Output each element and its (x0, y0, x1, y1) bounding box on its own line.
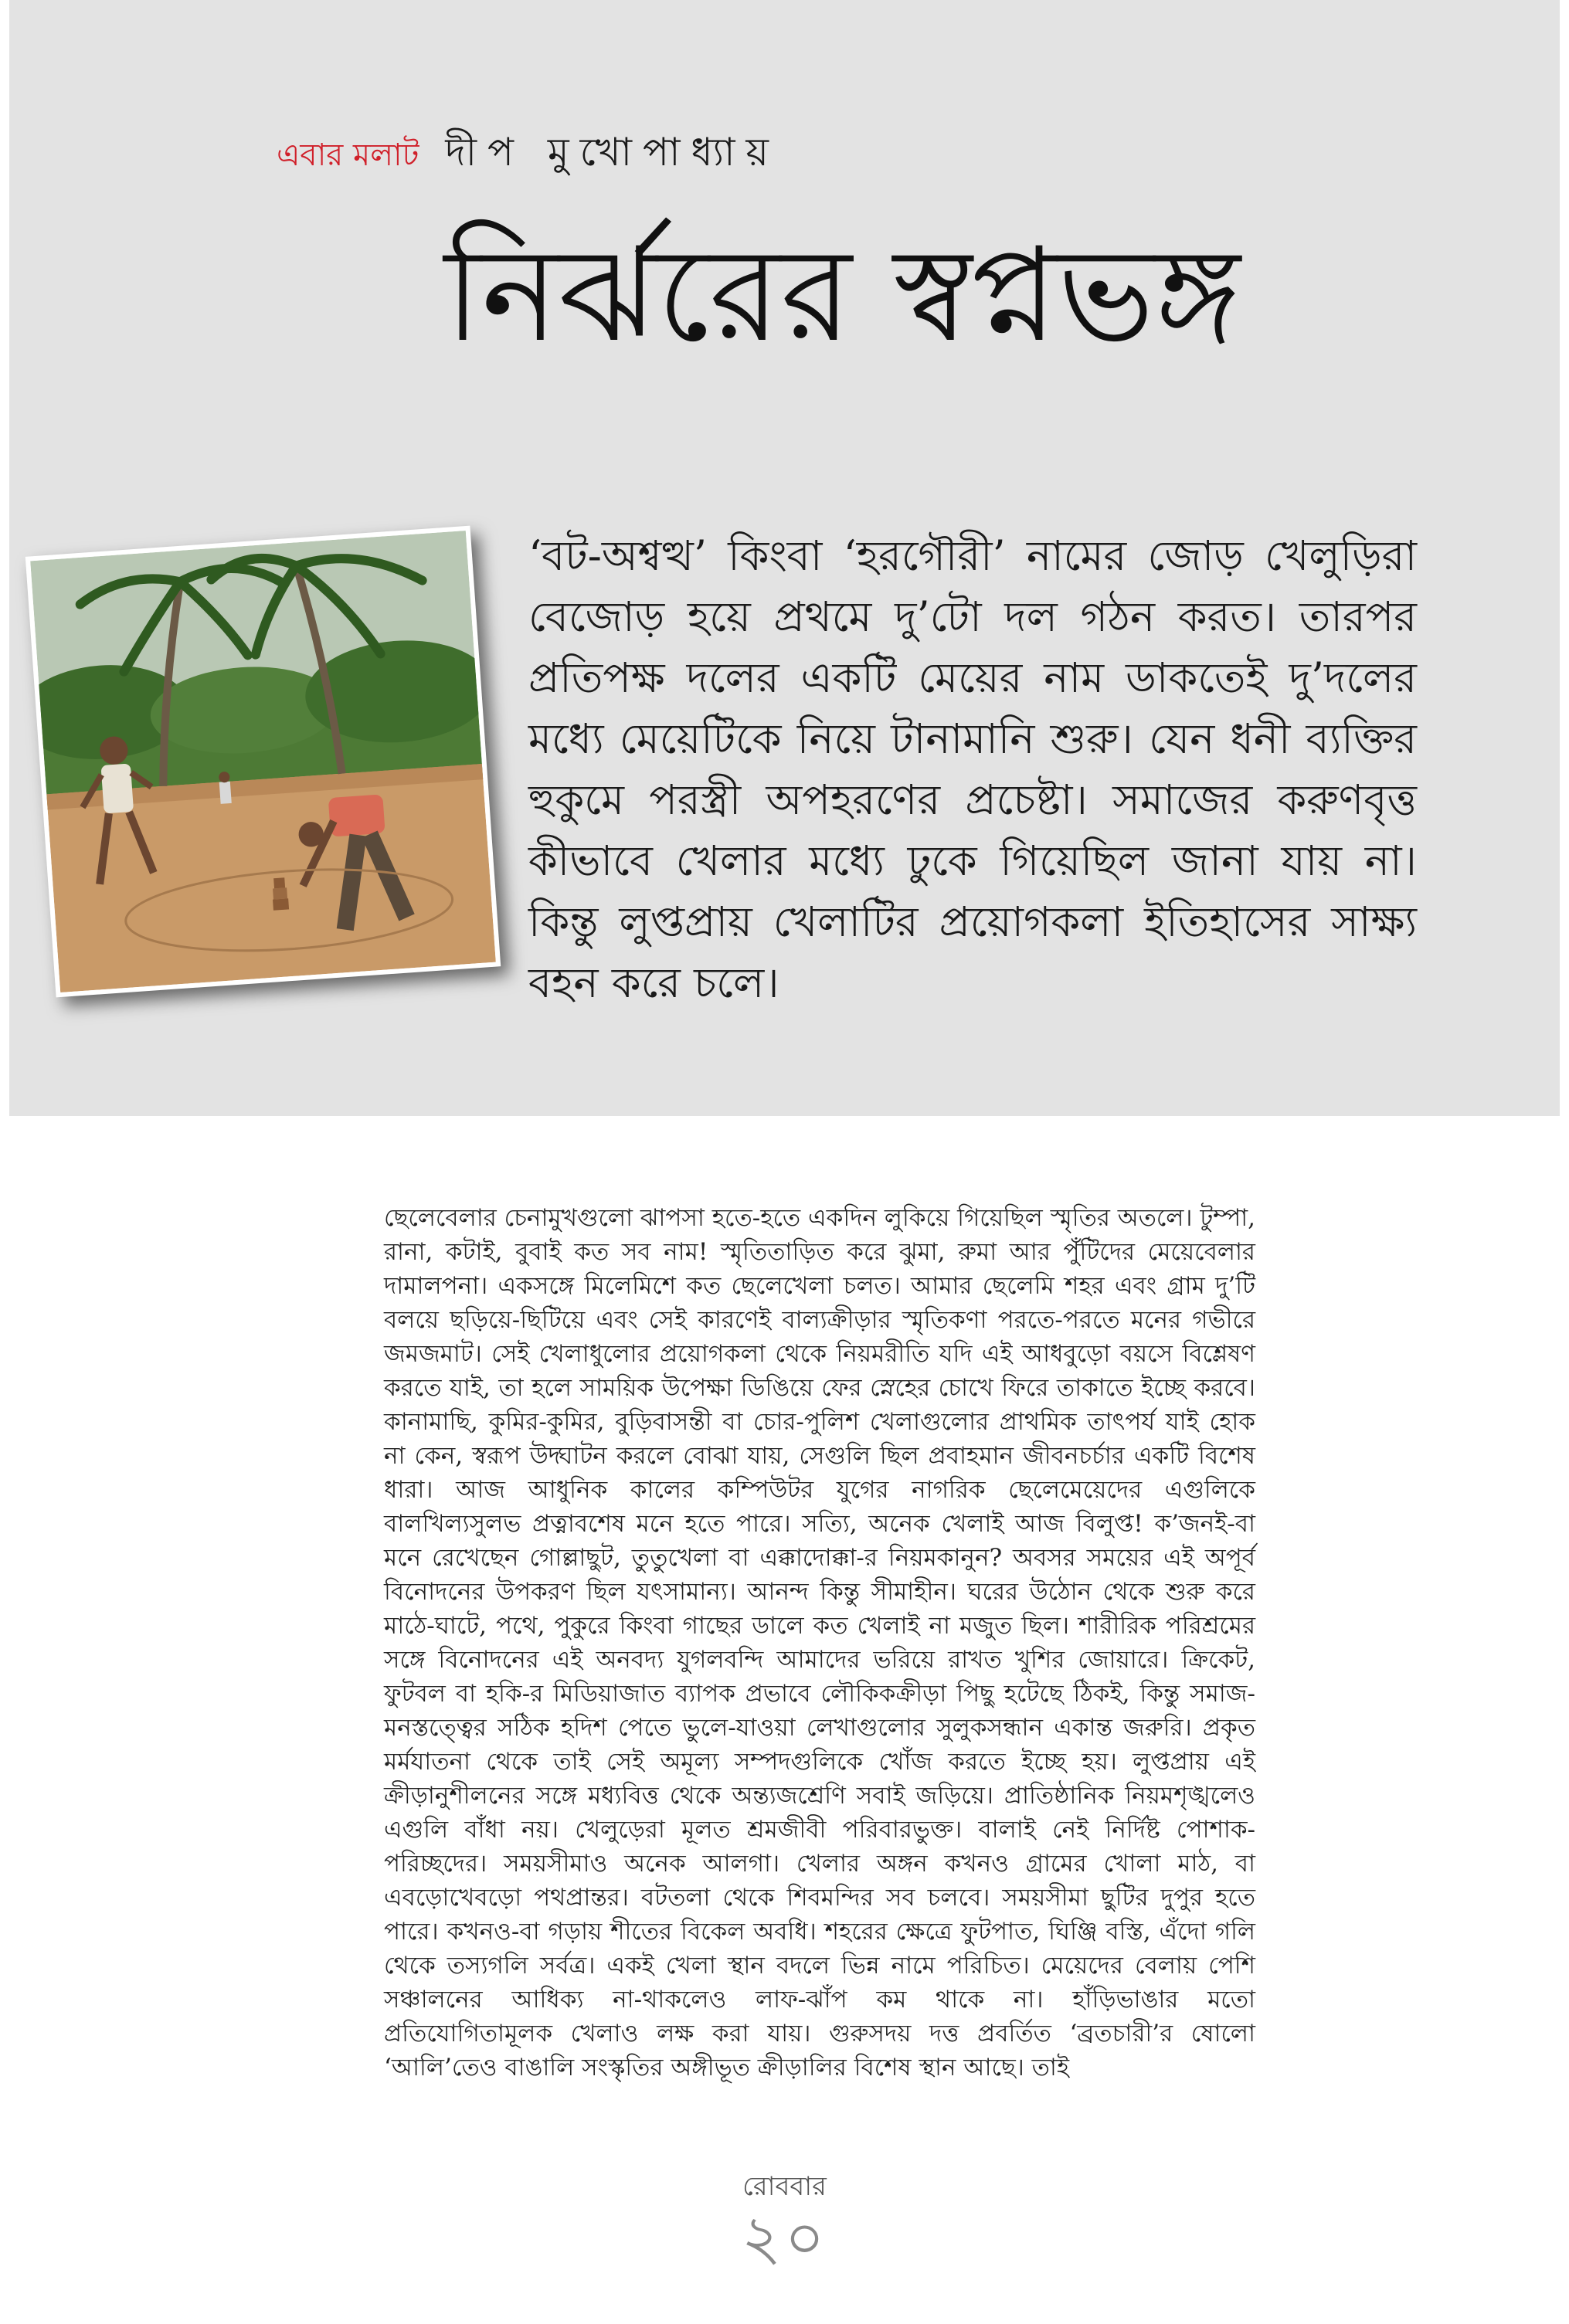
photo-illustration (30, 531, 496, 992)
article-body: ছেলেবেলার চেনামুখগুলো ঝাপসা হতে-হতে একদিন লুকিয়ে গিয়েছিল স্মৃতির অতলে। টুম্পা, রানা, কটাই, বুবাই কত সব নাম! স্মৃতিতাড়িত করে ঝুমা, রুমা আর পুঁটিদের মেয়েবেলার দামালপনা। একসঙ্গে মিলেমিশে কত ছেলেখেলা চলত। আমার ছেলেমি শহর এবং গ্রাম দু’টি বলয়ে ছড়িয়ে-ছিটিয়ে এবং সেই কারণেই বাল্যক্রীড়ার স্মৃতিকণা পরতে-পরতে মনের গভীরে জমজমাট। সেই খেলাধুলোর প্রয়োগকলা থেকে নিয়মরীতি যদি এই আধবুড়ো বয়সে বিশ্লেষণ করতে যাই, তা হলে সাময়িক উপেক্ষা ডিঙিয়ে ফের স্নেহের চোখে ফিরে তাকাতে ইচ্ছে করবে। কানামাছি, কুমির-কুমির, বুড়িবাসন্তী বা চোর-পুলিশ খেলাগুলোর প্রাথমিক তাৎপর্য যাই হোক না কেন, স্বরূপ উদ্ঘাটন করলে বোঝা যায়, সেগুলি ছিল প্রবাহমান জীবনচর্চার একটি বিশেষ ধারা। আজ আধুনিক কালের কম্পিউটর যুগের নাগরিক ছেলেমেয়েদের এগুলিকে বালখিল্যসুলভ প্রত্নাবশেষ মনে হতে পারে। সত্যি, অনেক খেলাই আজ বিলুপ্ত! ক’জনই-বা মনে রেখেছেন গোল্লাছুট, তুতুখেলা বা এক্কাদোক্কা-র নিয়মকানুন? অবসর সময়ের এই অপূর্ব বিনোদনের উপকরণ ছিল যৎসামান্য। আনন্দ কিন্তু সীমাহীন। ঘরের উঠোন থেকে শুরু করে মাঠে-ঘাটে, পথে, পুকুরে কিংবা গাছের ডালে কত খেলাই না মজুত ছিল। শারীরিক পরিশ্রমের সঙ্গে বিনোদনের এই অনবদ্য যুগলবন্দি আমাদের ভরিয়ে রাখত খুশির জোয়ারে। ক্রিকেট, ফুটবল বা হকি-র মিডিয়াজাত ব্যাপক প্রভাবে লৌকিকক্রীড়া পিছু হটেছে ঠিকই, কিন্তু সমাজ-মনস্তত্ত্বের সঠিক হদিশ পেতে ভুলে-যাওয়া লেখাগুলোর সুলুকসন্ধান একান্ত জরুরি। প্রকৃত মর্মযাতনা থেকে তাই সেই অমূল্য সম্পদগুলিকে খোঁজ করতে ইচ্ছে হয়। লুপ্তপ্রায় এই ক্রীড়ানুশীলনের সঙ্গে মধ্যবিত্ত থেকে অন্ত্যজশ্রেণি সবাই জড়িয়ে। প্রাতিষ্ঠানিক নিয়মশৃঙ্খলেও এগুলি বাঁধা নয়। খেলুড়েরা মূলত শ্রমজীবী পরিবারভুক্ত। বালাই নেই নির্দিষ্ট পোশাক-পরিচ্ছদের। সময়সীমাও অনেক আলগা। খেলার অঙ্গন কখনও গ্রামের খোলা মাঠ, বা এবড়োখেবড়ো পথপ্রান্তর। বটতলা থেকে শিবমন্দির সব চলবে। সময়সীমা ছুটির দুপুর হতে পারে। কখনও-বা গড়ায় শীতের বিকেল অবধি। শহরের ক্ষেত্রে ফুটপাত, ঘিঞ্জি বস্তি, এঁদো গলি থেকে তস্যগলি সর্বত্র। একই খেলা স্থান বদলে ভিন্ন নামে পরিচিত। মেয়েদের বেলায় পেশি সঞ্চালনের আধিক্য না-থাকলেও লাফ-ঝাঁপ কম থাকে না। হাঁড়িভাঙার মতো প্রতিযোগিতামূলক খেলাও লক্ষ করা যায়। গুরুসদয় দত্ত প্রবর্তিত ‘ব্রতচারী’র ষোলো ‘আলি’তেও বাঙালি সংস্কৃতির অঙ্গীভূত ক্রীড়ালির বিশেষ স্থান আছে। তাই (384, 1204, 1255, 2081)
page-number: ২০ (741, 2202, 828, 2274)
standfirst: ‘বট-অশ্বত্থ’ কিংবা ‘হরগৌরী’ নামের জোড় খেলুড়িরা বেজোড় হয়ে প্রথমে দু’টো দল গঠন করত। তারপর প্রতিপক্ষ দলের একটি মেয়ের নাম ডাকতেই দু’দলের মধ্যে মেয়েটিকে নিয়ে টানামানি শুরু। যেন ধনী ব্যক্তির হুকুমে পরস্ত্রী অপহরণের প্রচেষ্টা। সমাজের করুণবৃত্ত কীভাবে খেলার মধ্যে ঢুকে গিয়েছিল জানা যায় না। কিন্তু লুপ্তপ্রায় খেলাটির প্রয়োগকলা ইতিহাসের সাক্ষ্য বহন করে চলে। (528, 531, 1417, 1007)
magazine-name: রোববার (742, 2171, 827, 2202)
article-title: নির্ঝরের স্বপ্নভঙ্গ (444, 219, 1241, 371)
author-name: দীপ মুখোপাধ্যায় (445, 130, 779, 175)
byline (277, 124, 779, 188)
section-label: এবার মলাট (277, 137, 419, 173)
children-playing-photo (25, 526, 501, 998)
